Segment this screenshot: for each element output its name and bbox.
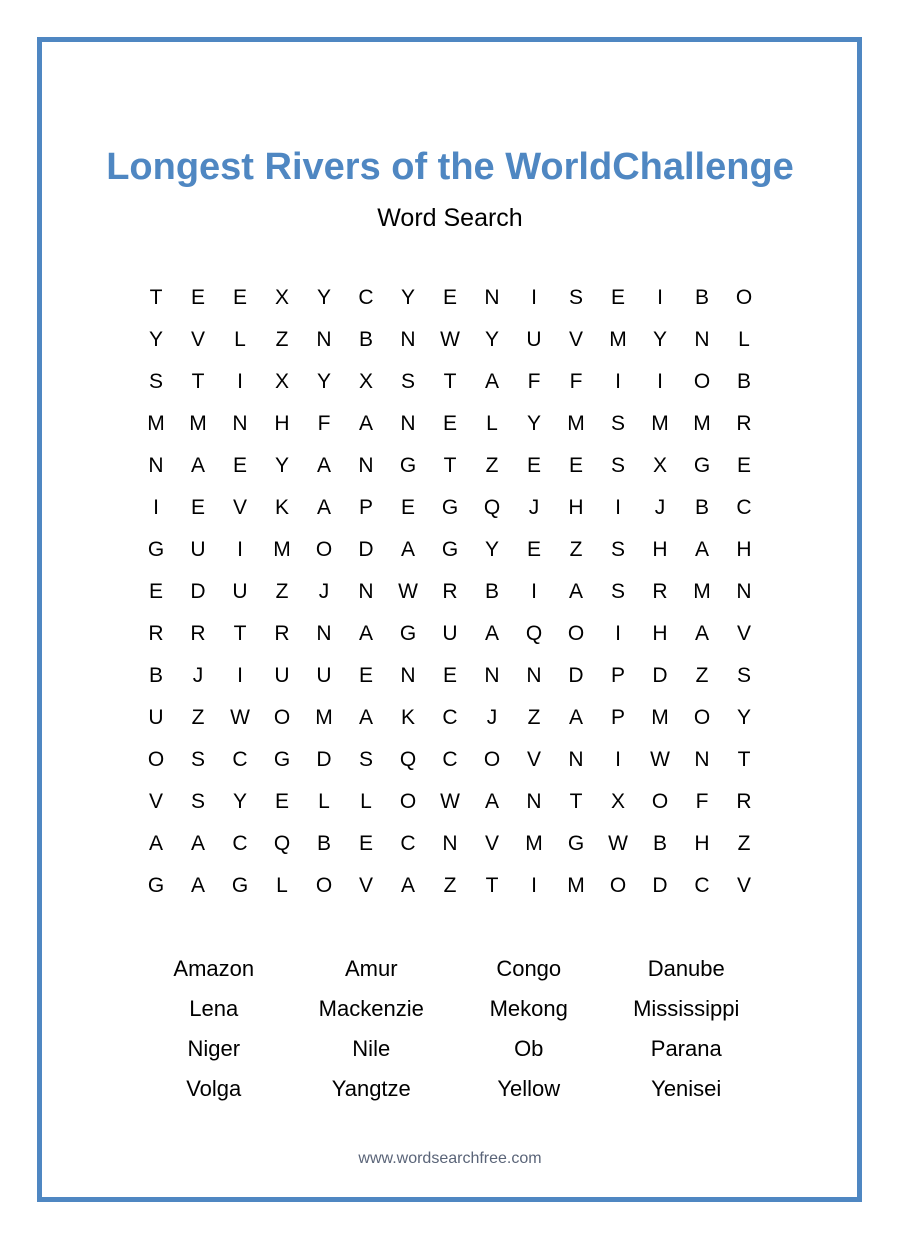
grid-cell[interactable]: P (610, 706, 625, 729)
grid-cell[interactable]: Z (275, 580, 289, 603)
grid-cell[interactable]: M (567, 874, 585, 897)
grid-cell[interactable]: M (651, 412, 669, 435)
grid-cell[interactable]: N (694, 748, 710, 771)
grid-cell[interactable]: J (486, 706, 498, 729)
grid-cell[interactable]: H (652, 538, 668, 561)
grid-cell[interactable]: M (189, 412, 207, 435)
grid-cell[interactable]: M (147, 412, 165, 435)
grid-cell[interactable]: X (358, 370, 373, 393)
grid-cell[interactable]: F (527, 370, 541, 393)
grid-cell[interactable]: Z (737, 832, 751, 855)
grid-cell[interactable]: L (234, 328, 246, 351)
grid-cell[interactable]: V (736, 874, 751, 897)
grid-cell[interactable]: E (148, 580, 163, 603)
grid-cell[interactable]: S (736, 664, 751, 687)
grid-cell[interactable]: I (615, 496, 621, 519)
grid-cell[interactable]: W (608, 832, 628, 855)
grid-cell[interactable]: Z (485, 454, 499, 477)
grid-cell[interactable]: M (525, 832, 543, 855)
grid-cell[interactable]: Z (569, 538, 583, 561)
grid-cell[interactable]: A (568, 580, 583, 603)
grid-cell[interactable]: O (315, 538, 333, 561)
grid-cell[interactable]: A (190, 832, 205, 855)
grid-cell[interactable]: U (274, 664, 290, 687)
grid-cell[interactable]: H (694, 832, 710, 855)
grid-cell[interactable]: R (736, 790, 752, 813)
puzzle-subtitle: Word Search (377, 204, 523, 232)
grid-cell[interactable]: W (440, 328, 460, 351)
grid-cell[interactable]: F (569, 370, 583, 393)
grid-cell[interactable]: D (316, 748, 332, 771)
word-list-item: Yellow (497, 1076, 561, 1101)
grid-cell[interactable]: A (316, 454, 331, 477)
word-list-item: Yangtze (331, 1076, 411, 1101)
grid-cell[interactable]: A (148, 832, 163, 855)
grid-cell[interactable]: Y (736, 706, 751, 729)
grid-cell[interactable]: W (398, 580, 418, 603)
grid-cell[interactable]: Z (275, 328, 289, 351)
grid-cell[interactable]: G (441, 538, 459, 561)
grid-cell[interactable]: A (568, 706, 583, 729)
grid-cell[interactable]: N (400, 664, 416, 687)
grid-cell[interactable]: E (442, 286, 457, 309)
grid-cell[interactable]: D (190, 580, 206, 603)
grid-cell[interactable]: O (693, 706, 711, 729)
grid-cell[interactable]: A (316, 496, 331, 519)
grid-cell[interactable]: U (190, 538, 206, 561)
grid-cell[interactable]: Q (273, 832, 291, 855)
grid-cell[interactable]: H (736, 538, 752, 561)
grid-cell[interactable]: V (358, 874, 373, 897)
word-list-item: Parana (650, 1036, 722, 1061)
grid-cell[interactable]: M (693, 412, 711, 435)
grid-cell[interactable]: Z (695, 664, 709, 687)
grid-cell[interactable]: N (400, 412, 416, 435)
grid-cell[interactable]: N (568, 748, 584, 771)
grid-cell[interactable]: G (231, 874, 249, 897)
grid-cell[interactable]: X (610, 790, 625, 813)
grid-cell[interactable]: J (192, 664, 204, 687)
grid-cell[interactable]: I (615, 748, 621, 771)
grid-cell[interactable]: W (230, 706, 250, 729)
grid-cell[interactable]: A (358, 412, 373, 435)
grid-cell[interactable]: E (736, 454, 751, 477)
grid-cell[interactable]: I (615, 370, 621, 393)
word-list-item: Lena (189, 996, 239, 1021)
grid-cell[interactable]: R (652, 580, 668, 603)
grid-cell[interactable]: T (485, 874, 499, 897)
grid-cell[interactable]: S (610, 454, 625, 477)
grid-cell[interactable]: M (315, 706, 333, 729)
grid-cell[interactable]: N (400, 328, 416, 351)
grid-cell[interactable]: U (526, 328, 542, 351)
grid-cell[interactable]: I (531, 580, 537, 603)
word-list-item: Mekong (489, 996, 568, 1021)
grid-cell[interactable]: E (232, 286, 247, 309)
grid-cell[interactable]: T (569, 790, 583, 813)
grid-cell[interactable]: U (148, 706, 164, 729)
grid-cell[interactable]: O (483, 748, 501, 771)
grid-cell[interactable]: V (736, 622, 751, 645)
word-list-item: Mississippi (633, 996, 740, 1021)
grid-cell[interactable]: M (651, 706, 669, 729)
grid-cell[interactable]: N (526, 790, 542, 813)
grid-cell[interactable]: V (484, 832, 499, 855)
grid-cell[interactable]: G (441, 496, 459, 519)
grid-cell[interactable]: H (652, 622, 668, 645)
grid-cell[interactable]: Y (232, 790, 247, 813)
word-list-item: Congo (496, 956, 562, 981)
grid-cell[interactable]: B (694, 286, 709, 309)
grid-cell[interactable]: J (654, 496, 666, 519)
grid-cell[interactable]: B (316, 832, 331, 855)
puzzle-title: Longest Rivers of the WorldChallenge (106, 146, 794, 188)
grid-cell[interactable]: A (694, 622, 709, 645)
grid-cell[interactable]: L (318, 790, 330, 813)
grid-cell[interactable]: G (399, 622, 417, 645)
grid-cell[interactable]: T (149, 286, 163, 309)
grid-cell[interactable]: C (358, 286, 374, 309)
grid-cell[interactable]: S (400, 370, 415, 393)
grid-cell[interactable]: I (657, 370, 663, 393)
grid-cell[interactable]: M (609, 328, 627, 351)
grid-cell[interactable]: C (694, 874, 710, 897)
grid-cell[interactable]: G (399, 454, 417, 477)
grid-cell[interactable]: O (693, 370, 711, 393)
grid-cell[interactable]: S (568, 286, 583, 309)
grid-cell[interactable]: M (693, 580, 711, 603)
grid-cell[interactable]: O (567, 622, 585, 645)
grid-cell[interactable]: O (273, 706, 291, 729)
grid-cell[interactable]: N (358, 454, 374, 477)
grid-cell[interactable]: P (358, 496, 373, 519)
grid-cell[interactable]: G (567, 832, 585, 855)
grid-cell[interactable]: O (147, 748, 165, 771)
grid-cell[interactable]: S (190, 790, 205, 813)
grid-cell[interactable]: E (358, 664, 373, 687)
grid-cell[interactable]: M (567, 412, 585, 435)
grid-cell[interactable]: O (315, 874, 333, 897)
grid-cell[interactable]: L (486, 412, 498, 435)
grid-cell[interactable]: G (147, 538, 165, 561)
grid-cell[interactable]: S (610, 412, 625, 435)
grid-cell[interactable]: L (360, 790, 372, 813)
grid-cell[interactable]: E (400, 496, 415, 519)
grid-cell[interactable]: E (190, 496, 205, 519)
grid-cell[interactable]: S (358, 748, 373, 771)
grid-cell[interactable]: B (694, 496, 709, 519)
grid-cell[interactable]: C (442, 748, 458, 771)
grid-cell[interactable]: C (400, 832, 416, 855)
letter-grid (135, 277, 765, 907)
grid-cell[interactable]: U (232, 580, 248, 603)
grid-cell[interactable]: X (652, 454, 667, 477)
grid-cell[interactable]: V (190, 328, 205, 351)
grid-cell[interactable]: Y (484, 328, 499, 351)
grid-cell[interactable]: N (694, 328, 710, 351)
grid-cell[interactable]: A (694, 538, 709, 561)
grid-cell[interactable]: C (442, 706, 458, 729)
grid-cell[interactable]: B (148, 664, 163, 687)
grid-cell[interactable]: D (568, 664, 584, 687)
grid-cell[interactable]: Y (652, 328, 667, 351)
grid-cell[interactable]: N (232, 412, 248, 435)
grid-cell[interactable]: E (232, 454, 247, 477)
grid-cell[interactable]: N (484, 664, 500, 687)
grid-cell[interactable]: O (399, 790, 417, 813)
word-list-item: Yenisei (651, 1076, 722, 1101)
grid-cell[interactable]: T (737, 748, 751, 771)
grid-cell[interactable]: G (147, 874, 165, 897)
word-list-item: Nile (352, 1036, 391, 1061)
grid-cell[interactable]: P (610, 664, 625, 687)
grid-cell[interactable]: N (484, 286, 500, 309)
grid-cell[interactable]: T (191, 370, 205, 393)
grid-cell[interactable]: R (736, 412, 752, 435)
grid-cell[interactable]: C (736, 496, 752, 519)
grid-cell[interactable]: O (609, 874, 627, 897)
word-list-item: Amur (344, 956, 398, 981)
grid-cell[interactable]: Y (148, 328, 163, 351)
grid-cell[interactable]: A (358, 622, 373, 645)
grid-cell[interactable]: W (650, 748, 670, 771)
grid-cell[interactable]: U (442, 622, 458, 645)
grid-cell[interactable]: D (358, 538, 374, 561)
word-list-item: Mackenzie (318, 996, 424, 1021)
grid-cell[interactable]: Q (399, 748, 417, 771)
word-list-item: Volga (186, 1076, 242, 1101)
grid-cell[interactable]: I (237, 538, 243, 561)
word-list-item: Niger (187, 1036, 241, 1061)
grid-cell[interactable]: M (273, 538, 291, 561)
grid-cell[interactable]: I (153, 496, 159, 519)
grid-cell[interactable]: A (484, 790, 499, 813)
grid-cell[interactable]: Q (483, 496, 501, 519)
grid-cell[interactable]: Y (274, 454, 289, 477)
grid-cell[interactable]: L (276, 874, 288, 897)
grid-cell[interactable]: A (358, 706, 373, 729)
grid-cell[interactable]: B (358, 328, 373, 351)
grid-cell[interactable]: J (528, 496, 540, 519)
grid-cell[interactable]: C (232, 748, 248, 771)
grid-cell[interactable]: Q (525, 622, 543, 645)
grid-cell[interactable]: T (443, 454, 457, 477)
grid-cell[interactable]: V (526, 748, 541, 771)
grid-cell[interactable]: A (400, 874, 415, 897)
grid-cell[interactable]: L (738, 328, 750, 351)
grid-cell[interactable]: N (316, 622, 332, 645)
grid-cell[interactable]: T (233, 622, 247, 645)
grid-cell[interactable]: R (442, 580, 458, 603)
grid-cell[interactable]: N (358, 580, 374, 603)
grid-cell[interactable]: E (526, 538, 541, 561)
grid-cell[interactable]: E (190, 286, 205, 309)
grid-cell[interactable]: E (526, 454, 541, 477)
grid-cell[interactable]: E (442, 412, 457, 435)
grid-cell[interactable]: A (484, 370, 499, 393)
grid-cell[interactable]: Z (191, 706, 205, 729)
grid-cell[interactable]: V (148, 790, 163, 813)
grid-cell[interactable]: S (148, 370, 163, 393)
grid-cell[interactable]: K (400, 706, 415, 729)
grid-cell[interactable]: I (657, 286, 663, 309)
grid-cell[interactable]: T (443, 370, 457, 393)
grid-cell[interactable]: X (274, 370, 289, 393)
grid-cell[interactable]: O (651, 790, 669, 813)
grid-cell[interactable]: Z (527, 706, 541, 729)
grid-cell[interactable]: I (237, 664, 243, 687)
grid-cell[interactable]: V (232, 496, 247, 519)
word-list-item: Ob (514, 1036, 544, 1061)
grid-cell[interactable]: R (148, 622, 164, 645)
grid-cell[interactable]: A (190, 874, 205, 897)
grid-cell[interactable]: A (484, 622, 499, 645)
word-list-item: Amazon (173, 956, 255, 981)
grid-cell[interactable]: J (318, 580, 330, 603)
grid-cell[interactable]: Y (484, 538, 499, 561)
grid-cell[interactable]: Z (443, 874, 457, 897)
grid-cell[interactable]: S (610, 580, 625, 603)
grid-cell[interactable]: R (190, 622, 206, 645)
grid-cell[interactable]: D (652, 664, 668, 687)
grid-cell[interactable]: R (274, 622, 290, 645)
grid-cell[interactable]: E (568, 454, 583, 477)
grid-cell[interactable]: B (484, 580, 499, 603)
grid-cell[interactable]: X (274, 286, 289, 309)
grid-cell[interactable]: N (148, 454, 164, 477)
grid-cell[interactable]: V (568, 328, 583, 351)
word-list-item: Danube (647, 956, 725, 981)
grid-cell[interactable]: N (316, 328, 332, 351)
grid-cell[interactable]: N (736, 580, 752, 603)
grid-cell[interactable]: S (610, 538, 625, 561)
grid-cell[interactable]: G (273, 748, 291, 771)
grid-cell[interactable]: I (531, 286, 537, 309)
grid-cell[interactable]: G (693, 454, 711, 477)
grid-cell[interactable]: B (736, 370, 751, 393)
grid-cell[interactable]: I (615, 622, 621, 645)
grid-cell[interactable]: Y (316, 370, 331, 393)
grid-cell[interactable]: N (442, 832, 458, 855)
grid-cell[interactable]: Y (316, 286, 331, 309)
grid-cell[interactable]: Y (526, 412, 541, 435)
grid-cell[interactable]: Y (400, 286, 415, 309)
grid-cell[interactable]: K (274, 496, 289, 519)
grid-cell[interactable]: S (190, 748, 205, 771)
grid-cell[interactable]: I (237, 370, 243, 393)
grid-cell[interactable]: D (652, 874, 668, 897)
grid-cell[interactable]: F (317, 412, 331, 435)
grid-cell[interactable]: N (526, 664, 542, 687)
grid-cell[interactable]: C (232, 832, 248, 855)
grid-cell[interactable]: E (274, 790, 289, 813)
footer-url[interactable]: www.wordsearchfree.com (358, 1150, 542, 1167)
word-list (135, 949, 765, 1109)
grid-cell[interactable]: H (274, 412, 290, 435)
grid-cell[interactable]: W (440, 790, 460, 813)
grid-cell[interactable]: U (316, 664, 332, 687)
grid-cell[interactable]: A (190, 454, 205, 477)
grid-cell[interactable]: E (610, 286, 625, 309)
grid-cell[interactable]: O (735, 286, 753, 309)
grid-cell[interactable]: H (568, 496, 584, 519)
grid-cell[interactable]: A (400, 538, 415, 561)
grid-cell[interactable]: B (652, 832, 667, 855)
grid-cell[interactable]: I (531, 874, 537, 897)
grid-cell[interactable]: F (695, 790, 709, 813)
grid-cell[interactable]: E (442, 664, 457, 687)
grid-cell[interactable]: E (358, 832, 373, 855)
